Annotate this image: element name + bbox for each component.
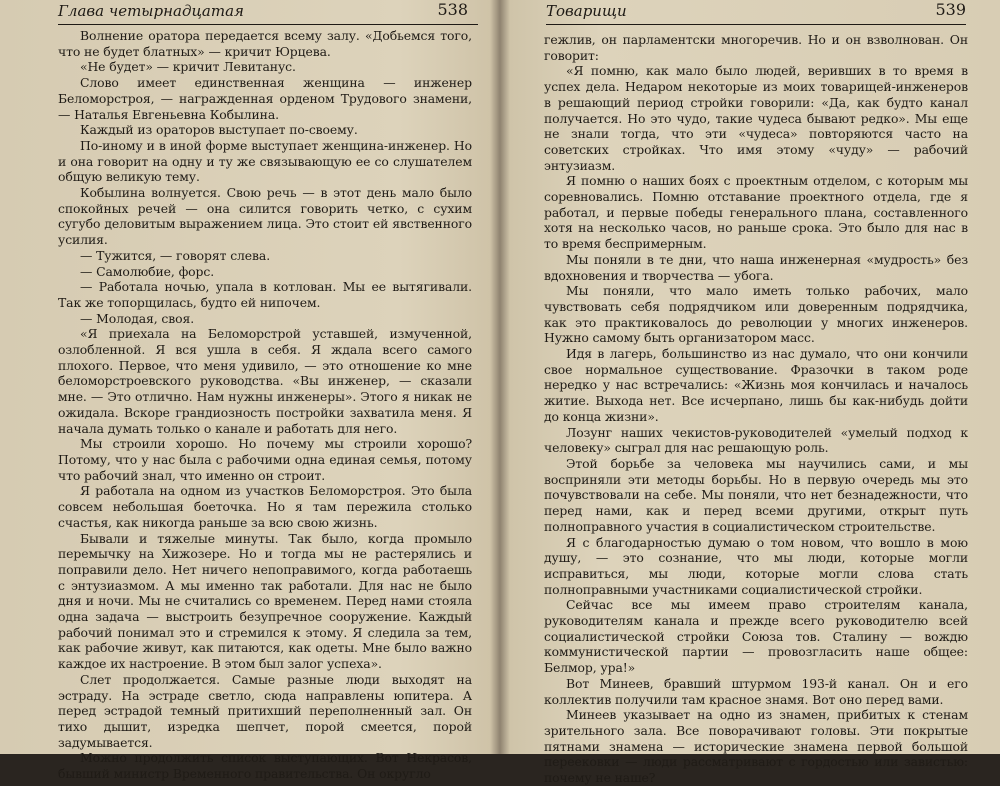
right-page-number: 539 [935, 0, 966, 19]
paragraph: Сейчас все мы имеем право строителям канала, руководителям канала и прежде всего руководителю всей социалистической стройки Союза тов. Сталину — вождю коммунистической партии — провозгласить наше общее: Белмор, ура!» [544, 597, 968, 676]
paragraph: Слово имеет единственная женщина — инженер Беломорстроя, — награжденная орденом Трудового знамени, — Наталья Евгеньевна Кобылина. [58, 75, 472, 122]
chapter-title: Глава четырнадцатая [58, 2, 244, 20]
paragraph: Мы поняли, что мало иметь только рабочих, мало чувствовать себя подрядчиком или доверенным подрядчика, как это практиковалось до революции у многих инженеров. Нужно самому быть организатором масс. [544, 283, 968, 346]
paragraph: Минеев указывает на одно из знамен, прибитых к стенам зрительного зала. Все поворачивают головы. Эти покрытые пятнами знамена — исторические знамена первой большой переековки — люди рассматривают с гордостью или завистью: почему не наше? [544, 707, 968, 786]
paragraph: Каждый из ораторов выступает по-своему. [80, 122, 358, 138]
paragraph: Волнение оратора передается всему залу. «Добьемся того, что не будет блатных» — кричит Юрцева. [58, 28, 472, 59]
paragraph: «Я помню, как мало было людей, веривших в то время в успех дела. Недаром некоторые из моих товарищей-инженеров в решающий период стройки говорили: «Да, как будто канал получается. Но это чудо, такие чудеса бывают редко». Мы еще не знали тогда, что эти «чудеса» повторяются часто на советских стройках. Что имя этому «чуду» — рабочий энтузиазм. [544, 63, 968, 173]
left-page-body [58, 28, 472, 782]
paragraph: Вот Минеев, бравший штурмом 193-й канал. Он и его коллектив получили там красное знамя. Вот оно перед вами. [544, 675, 968, 707]
left-page [0, 0, 500, 782]
paragraph: Я работала на одном из участков Беломорстроя. Это была совсем небольшая боеточка. Но я там пережила столько счастья, как никогда раньше за всю свою жизнь. [58, 483, 472, 530]
paragraph: Идя в лагерь, большинство из нас думало, что они кончили свое нормальное существование. Фразочки в таком роде нередко у нас встречались: «Жизнь моя кончилась и началось житие. Выхода нет. Все исчерпано, лишь бы как-нибудь дойти до конца жизни». [544, 346, 968, 424]
right-page-header [546, 2, 966, 25]
paragraph: Этой борьбе за человека мы научились сами, и мы восприняли эти методы борьбы. Но в первую очередь мы это почувствовали на себе. Мы поняли, что нет безнадежности, что перед нами, как и перед всеми другими, открыт путь полноправного участия в социалистическом строительстве. [544, 455, 968, 534]
paragraph: Бывали и тяжелые минуты. Так было, когда промыло перемычку на Хижозере. Но и тогда мы не растерялись и поправили дело. Нет ничего непоправимого, когда работаешь с энтузиазмом. А мы именно так работали. Для нас не было дня и ночи. Мы не считались со временем. Перед нами стояла одна задача — выстроить безупречное сооружение. Каждый рабочий понимал это и стремился к этому. Я следила за тем, как рабочие живут, как питаются, как одеты. Мне было важно каждое их настроение. В этом был залог успеха». [58, 530, 472, 672]
paragraph: Мы строили хорошо. Но почему мы строили хорошо? Потому, что у нас была с рабочими одна единая семья, потому что рабочий знал, что именно он строит. [58, 436, 472, 483]
paragraph: «Я приехала на Беломорстрой уставшей, измученной, озлобленной. Я вся ушла в себя. Я ждала всего самого плохого. Первое, что меня удивило, — это отношение ко мне беломорстроевского руководства. «Вы инженер, — сказали мне. — Это отлично. Нам нужны инженеры». Этого я никак не ожидала. Вскоре грандиозность постройки захватила меня. Я начала думать только о канале и работать для него. [58, 326, 472, 436]
paragraph: — Молодая, своя. [80, 310, 195, 326]
paragraph: Можно продолжить список выступающих. Вот Некрасов, бывший министр Временного правительства. Он округло [58, 750, 472, 782]
right-page-body [544, 32, 968, 786]
section-title: Товарищи [546, 2, 627, 20]
paragraph: — Работала ночью, упала в котлован. Мы ее вытягивали. Так же топорщилась, будто ей нипочем. [58, 279, 472, 310]
paragraph: Слет продолжается. Самые разные люди выходят на эстраду. На эстраде светло, сюда направлены юпитера. А перед эстрадой темный притихший переполненный зал. Он тихо дышит, изредка шепчет, порой смеется, порой задумывается. [58, 671, 472, 750]
paragraph: Кобылина волнуется. Свою речь — в этот день мало было спокойных речей — она силится говорить четко, с сухим сугубо деловитым выражением лица. Это стоит ей явственного усилия. [58, 185, 472, 248]
paragraph: Лозунг наших чекистов-руководителей «умелый подход к человеку» сыграл для нас решающую роль. [544, 424, 968, 456]
continuation-paragraph: гежлив, он парламентски многоречив. Но и он взволнован. Он говорит: [544, 32, 968, 63]
paragraph: По-иному и в иной форме выступает женщина-инженер. Но и она говорит на одну и ту же связывающую ее со слушателем общую великую тему. [58, 137, 472, 185]
paragraph: — Тужится, — говорят слева. [80, 247, 271, 263]
paragraph: Я с благодарностью думаю о том новом, что вошло в мою душу, — это сознание, что мы люди, которые могли исправиться, мы люди, которые могли слова стать полноправными участниками социалистической стройки. [544, 534, 968, 597]
paragraph: «Не будет» — кричит Левитанус. [80, 59, 296, 75]
paragraph: Я помню о наших боях с проектным отделом, с которым мы соревновались. Помню отставание проектного отдела, где я работал, и первые победы генерального плана, составленного хотя на несколько часов, но раньше срока. Это было для нас в то время беспримерным. [544, 173, 968, 252]
paragraph: Мы поняли в те дни, что наша инженерная «мудрость» без вдохновения и творчества — убога. [544, 251, 968, 283]
paragraph: — Самолюбие, форс. [80, 263, 215, 279]
left-page-header [58, 2, 478, 25]
left-page-number: 538 [437, 0, 468, 19]
right-page [502, 0, 1000, 786]
